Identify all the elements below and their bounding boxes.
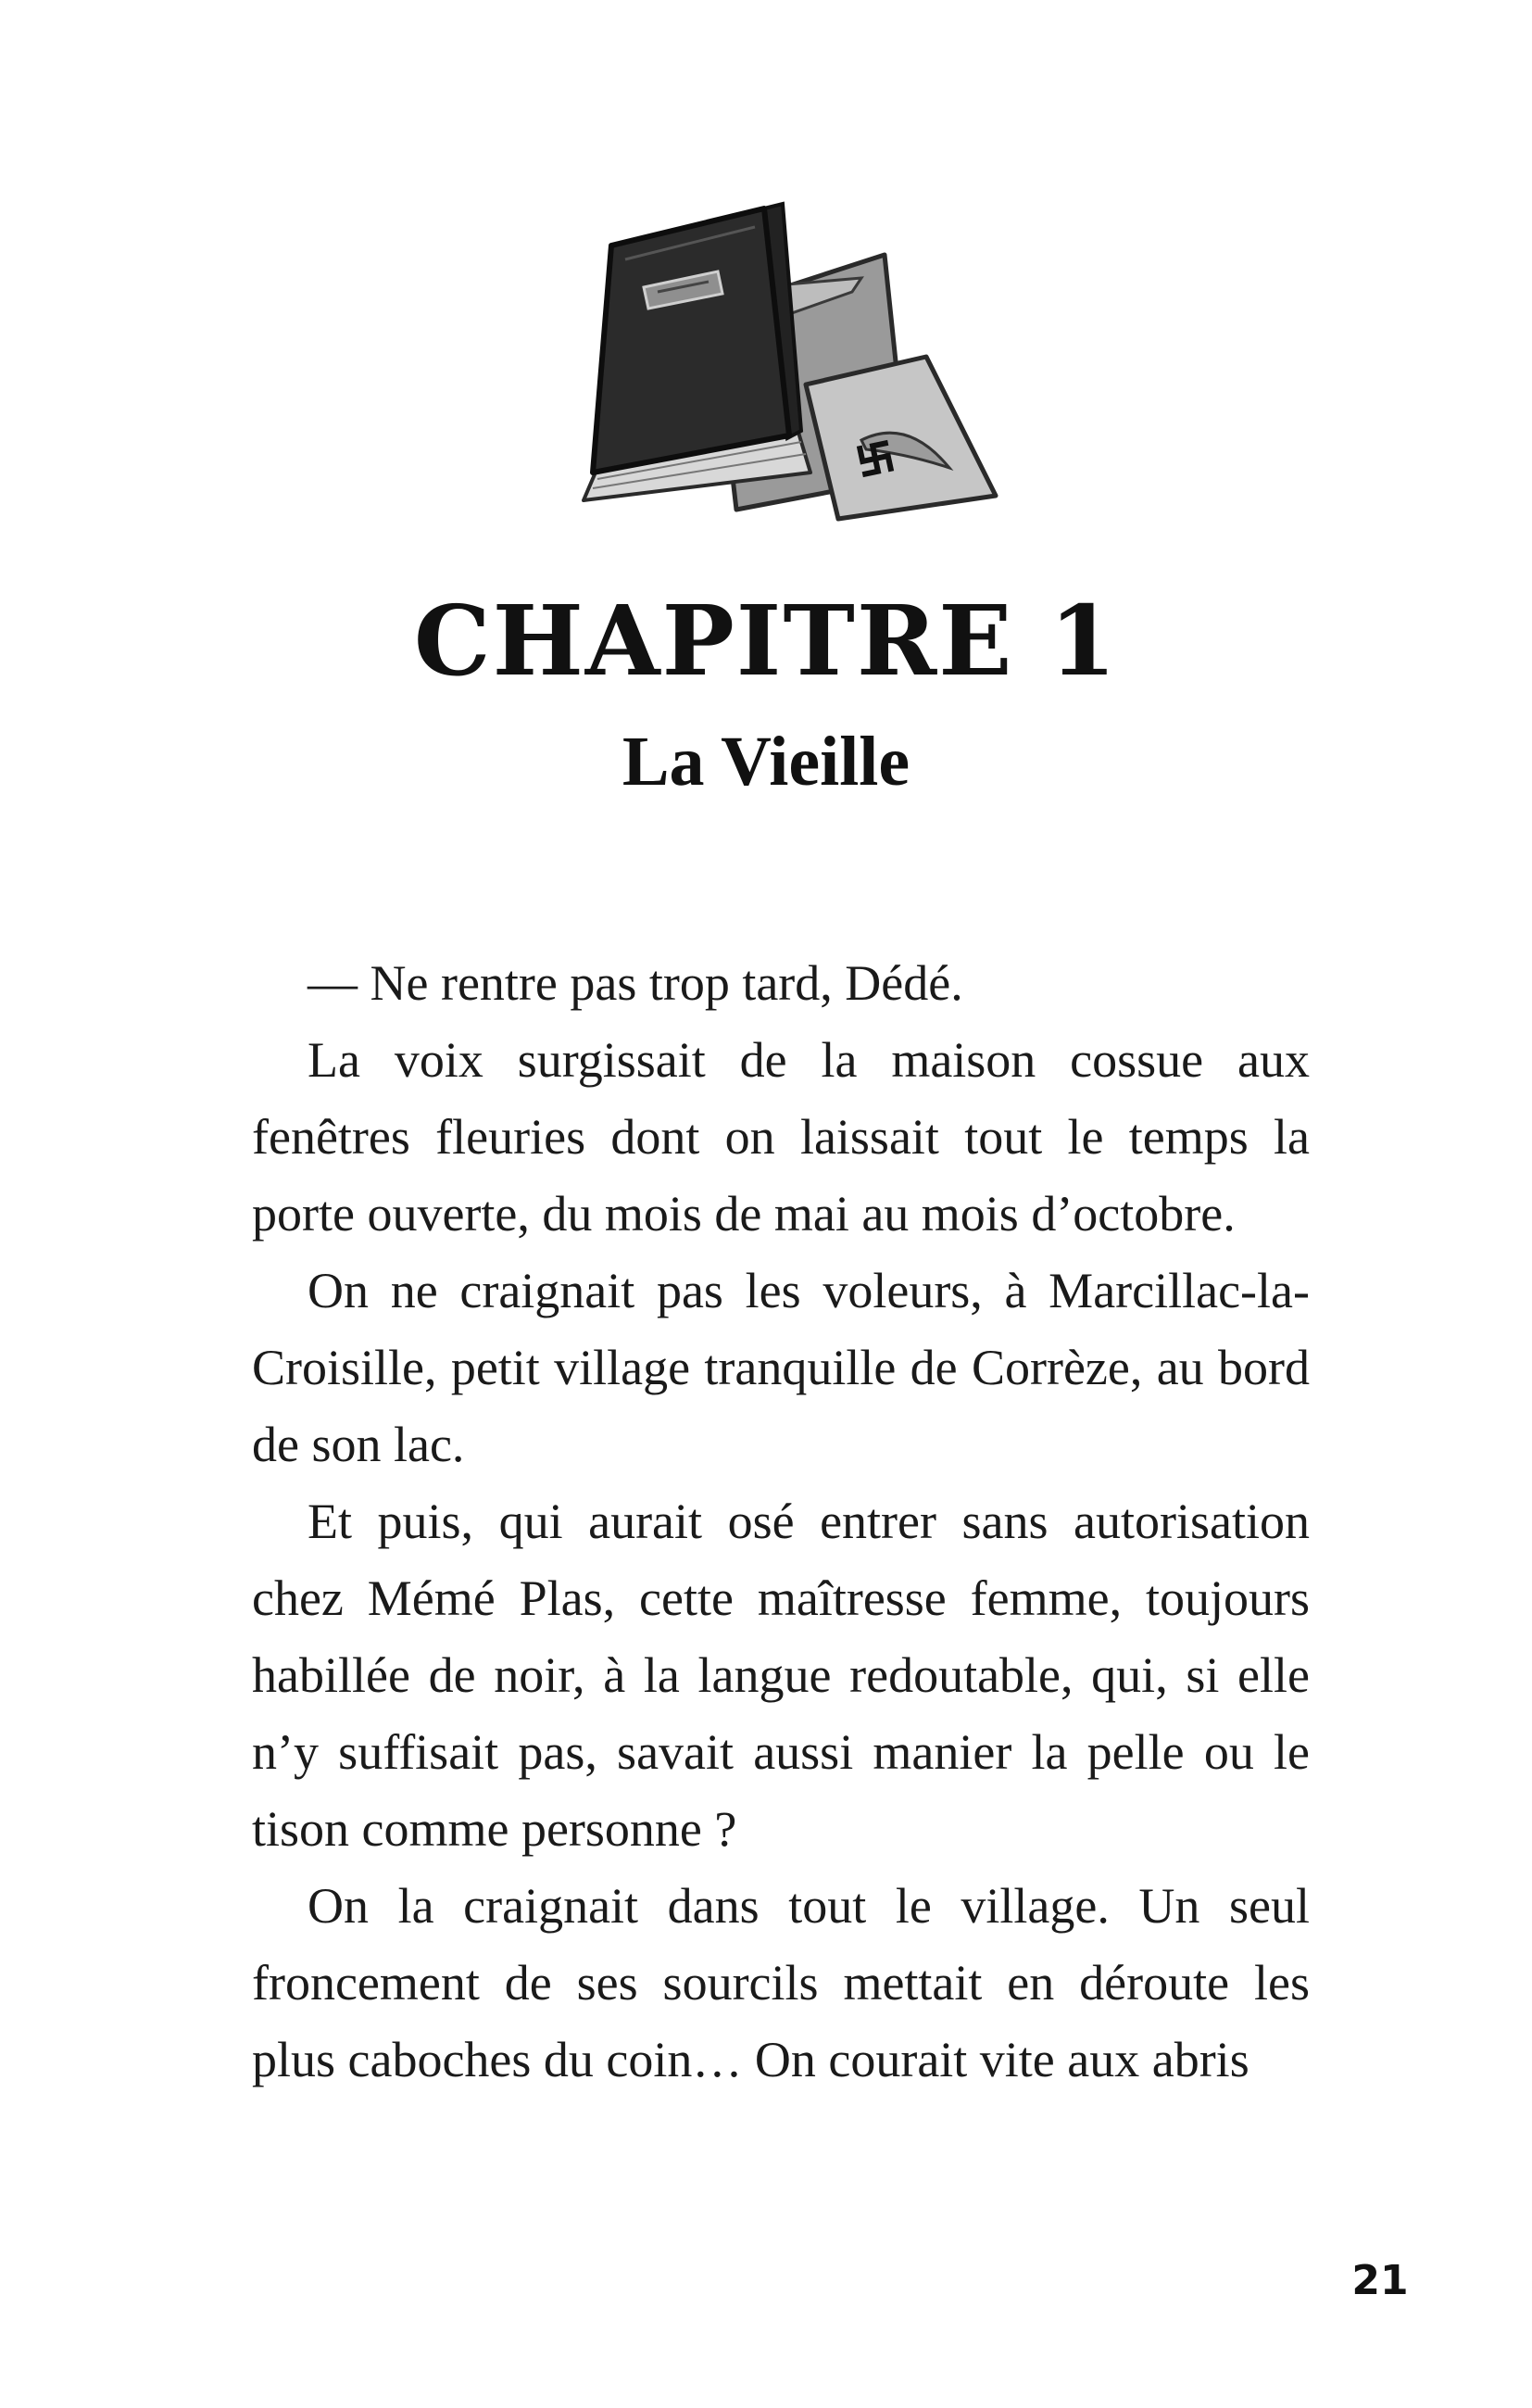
paragraph: On ne craignait pas les voleurs, à Marcillac-la-Croisille, petit village tranquille de Corrèze, au bord de son lac. (252, 1263, 1310, 1472)
paragraph: — Ne rentre pas trop tard, Dédé. (308, 955, 963, 1011)
paragraph: La voix surgissait de la maison cossue aux fenêtres fleuries dont on laissait tout le temps la porte ouverte, du mois de mai au mois d’octobre. (252, 1032, 1310, 1242)
chapter-title: CHAPITRE 1 (413, 584, 1119, 698)
paragraph: On la craignait dans tout le village. Un seul froncement de ses sourcils mettait en déroute les plus caboches du coin… On courait vite aux abris (252, 1878, 1310, 2087)
chapter-subtitle: La Vieille (622, 723, 910, 801)
paragraph: Et puis, qui aurait osé entrer sans autorisation chez Mémé Plas, cette maîtresse femme, toujours habillée de noir, à la langue redoutable, qui, si elle n’y suffisait pas, savait aussi manier la pelle ou le tison comme personne ? (252, 1494, 1310, 1857)
page-number: 21 (1351, 2257, 1409, 2304)
body-text (252, 945, 1310, 2099)
chapter-illustration (574, 190, 1010, 523)
book-and-papers-icon (574, 190, 1010, 523)
chapter-heading (0, 584, 1532, 801)
